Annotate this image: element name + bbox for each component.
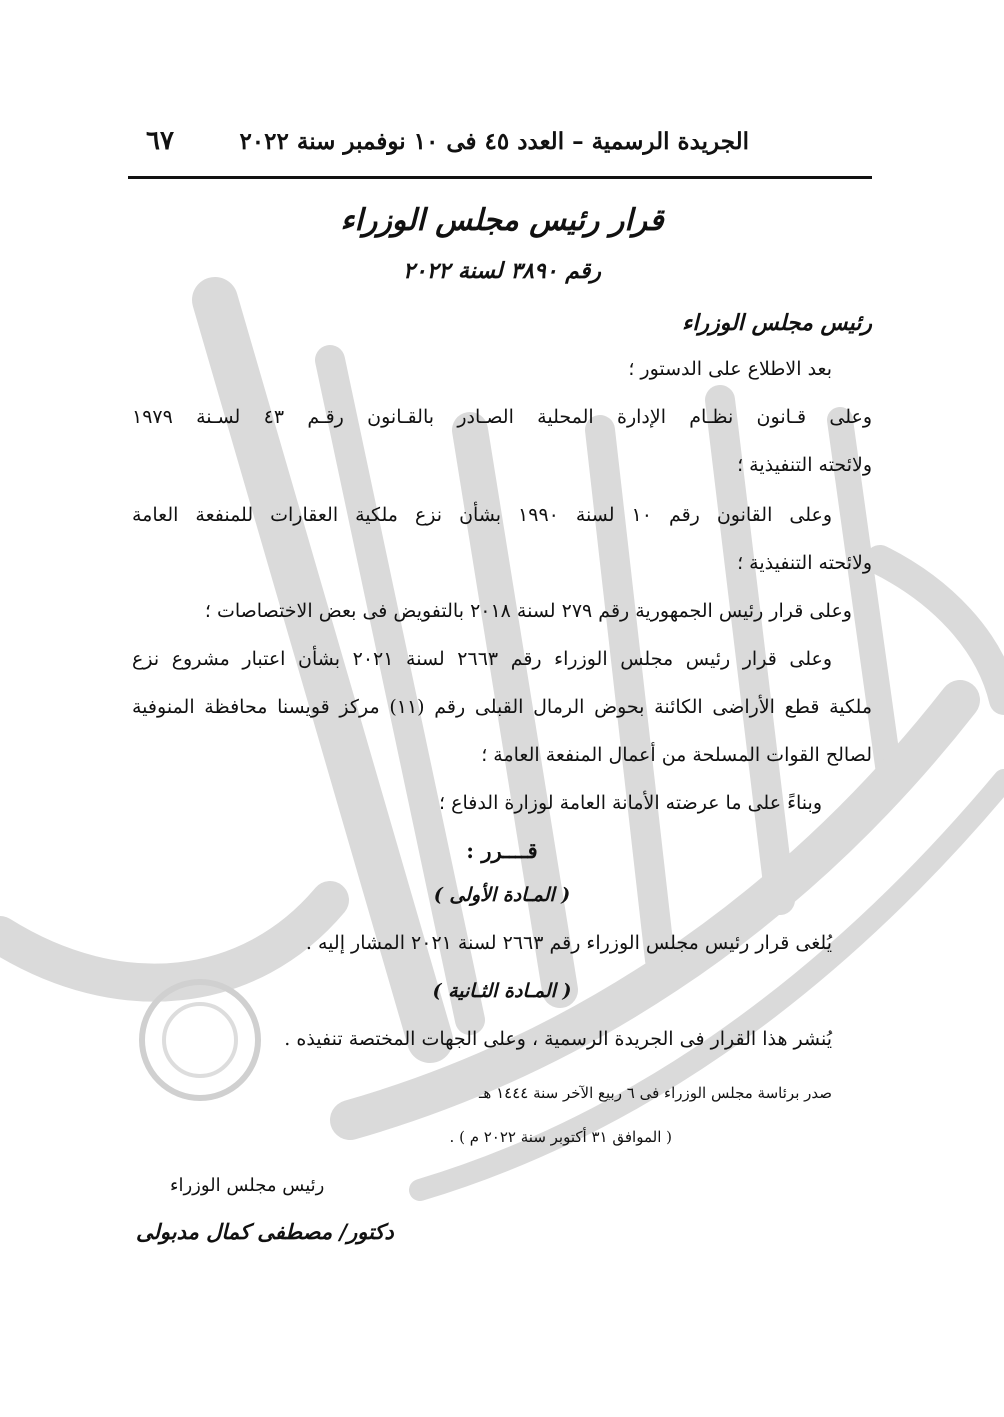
decided-heading: قــــرر : xyxy=(466,838,538,863)
watermark-seal-inner xyxy=(164,1004,236,1076)
issuer-heading: رئيس مجلس الوزراء xyxy=(682,310,872,336)
signatory-name: دكتور/ مصطفى كمال مدبولى xyxy=(136,1219,394,1244)
article-2-text: يُنشر هذا القرار فى الجريدة الرسمية ، وعلى الجهات المختصة تنفيذه . xyxy=(284,1028,832,1050)
page-number: ٦٧ xyxy=(146,126,174,156)
article-1-text: يُلغى قرار رئيس مجلس الوزراء رقم ٢٦٦٣ لسنة ٢٠٢١ المشار إليه . xyxy=(305,932,832,954)
signatory-title: رئيس مجلس الوزراء xyxy=(170,1175,325,1196)
preamble-pm-decree-line1: وعلى قرار رئيس مجلس الوزراء رقم ٢٦٦٣ لسنة ٢٠٢١ بشأن اعتبار مشروع نزع xyxy=(132,648,833,670)
decree-number: رقم ٣٨٩٠ لسنة ٢٠٢٢ xyxy=(402,258,602,284)
article-1-heading: ( المـادة الأولى ) xyxy=(433,884,571,906)
preamble-pm-decree-line2: ملكية قطع الأراضى الكائنة بحوض الرمال القبلى رقم (١١) مركز قويسنا محافظة المنوفية xyxy=(132,696,872,718)
preamble-defense: وبناءً على ما عرضته الأمانة العامة لوزارة الدفاع ؛ xyxy=(439,792,822,814)
article-2-heading: ( المـادة الثـانية ) xyxy=(432,980,572,1002)
header-divider xyxy=(128,176,872,179)
preamble-law43-line2: ولائحته التنفيذية ؛ xyxy=(737,454,872,476)
preamble-constitution: بعد الاطلاع على الدستور ؛ xyxy=(628,358,832,380)
preamble-presidential-decree: وعلى قرار رئيس الجمهورية رقم ٢٧٩ لسنة ٢٠١٨ بالتفويض فى بعض الاختصاصات ؛ xyxy=(204,600,852,622)
watermark-stroke xyxy=(880,560,1004,700)
gazette-issue-header: الجريدة الرسمية – العدد ٤٥ فى ١٠ نوفمبر سنة ٢٠٢٢ xyxy=(239,128,749,155)
preamble-law10-line1: وعلى القانون رقم ١٠ لسنة ١٩٩٠ بشأن نزع ملكية العقارات للمنفعة العامة xyxy=(132,504,832,526)
decree-title: قرار رئيس مجلس الوزراء xyxy=(340,203,664,238)
watermark-stroke xyxy=(0,900,330,983)
issued-date: صدر برئاسة مجلس الوزراء فى ٦ ربيع الآخر سنة ١٤٤٤ هـ xyxy=(479,1084,832,1102)
preamble-law43-line1: وعلى قـانون نظـام الإدارة المحلية الصـادر بالقـانون رقـم ٤٣ لسـنة ١٩٧٩ xyxy=(132,406,872,428)
preamble-law10-line2: ولائحته التنفيذية ؛ xyxy=(737,552,872,574)
gregorian-date: ( الموافق ٣١ أكتوبر سنة ٢٠٢٢ م ) . xyxy=(449,1128,672,1146)
preamble-pm-decree-line3: لصالح القوات المسلحة من أعمال المنفعة العامة ؛ xyxy=(481,744,872,766)
watermark-stroke xyxy=(330,360,470,1020)
